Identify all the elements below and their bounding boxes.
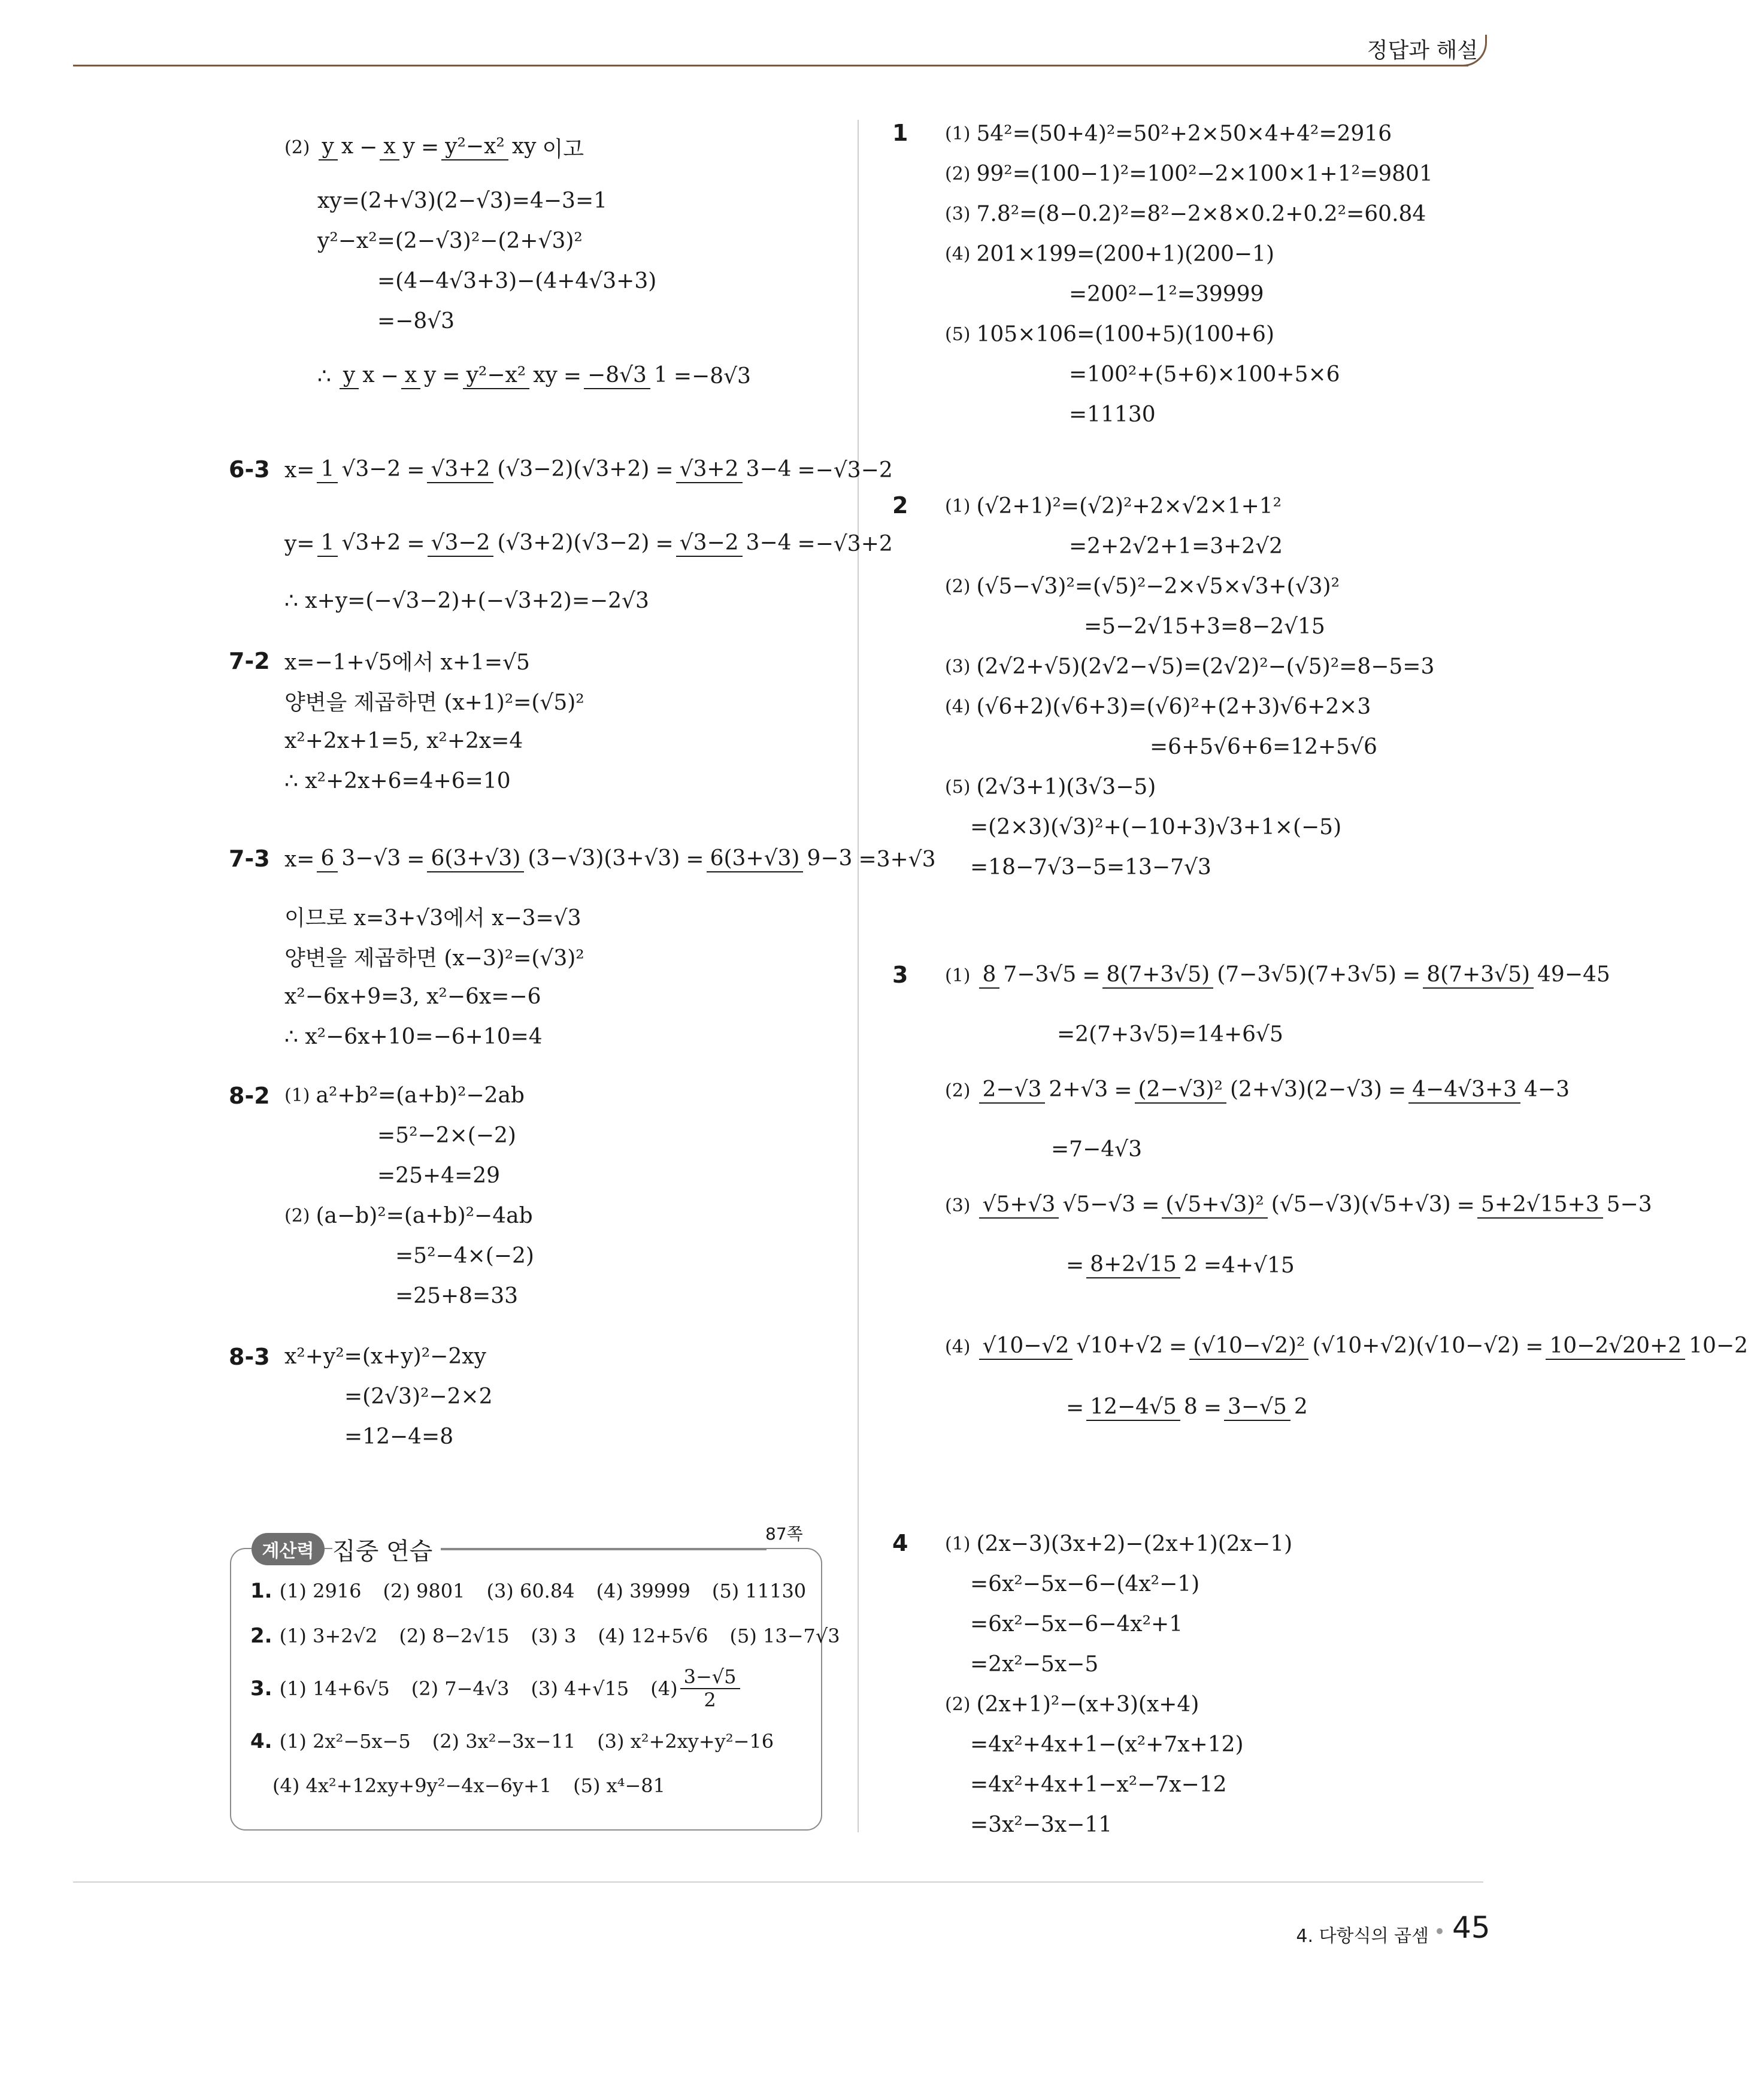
sol-3-3: (3) √5+√3 √5−√3 = (√5+√3)² (√5−√3)(√5+√3) = 5+2√15+3 5−3 <box>945 1192 1652 1218</box>
sol-6-2-line3: y²−x²=(2−√3)²−(2+√3)² <box>317 228 583 253</box>
fraction: y x <box>319 134 358 160</box>
problem-label-8-2: 8-2 <box>229 1083 270 1109</box>
problem-label-8-3: 8-3 <box>229 1344 270 1370</box>
q4-line: =6x²−5x−6−4x²+1 <box>970 1611 1183 1637</box>
sol-8-3-line1: x²+y²=(x+y)²−2xy <box>284 1344 486 1369</box>
sol-8-2-line4: (2) (a−b)²=(a+b)²−4ab <box>284 1203 533 1228</box>
q4-line: (1) (2x−3)(3x+2)−(2x+1)(2x−1) <box>945 1531 1293 1556</box>
page-number: 45 <box>1452 1910 1491 1945</box>
practice-row-2: 2. (1) 3+2√2 (2) 8−2√15 (3) 3 (4) 12+5√6 (5) 13−7√3 <box>250 1624 840 1648</box>
sol-8-3-line2: =(2√3)²−2×2 <box>344 1384 493 1409</box>
sol-7-2-line4: ∴ x²+2x+6=4+6=10 <box>284 768 511 793</box>
problem-label-2: 2 <box>892 492 908 519</box>
sol-6-3-sum: ∴ x+y=(−√3−2)+(−√3+2)=−2√3 <box>284 588 649 613</box>
q4-line: =3x²−3x−11 <box>970 1812 1113 1837</box>
fraction: x y <box>380 134 419 160</box>
sol-8-2-line6: =25+8=33 <box>395 1283 519 1308</box>
q1-line: (5) 105×106=(100+5)(100+6) <box>945 322 1274 347</box>
sol-8-2-line3: =25+4=29 <box>377 1163 501 1188</box>
header-rule-curve <box>1461 35 1487 66</box>
q1-line: (4) 201×199=(200+1)(200−1) <box>945 241 1274 266</box>
sol-3-1: (1) 8 7−3√5 = 8(7+3√5) (7−3√5)(7+3√5) = 8(7+3√5) 49−45 <box>945 962 1610 988</box>
q2-line: =5−2√15+3=8−2√15 <box>1084 614 1325 639</box>
sol-3-4: (4) √10−√2 √10+√2 = (√10−√2)² (√10+√2)(√10−√2) = 10−2√20+2 10−2 <box>945 1334 1748 1359</box>
practice-badge: 계산력 <box>252 1533 325 1565</box>
sol-6-2-line5: =−8√3 <box>377 308 455 334</box>
q2-line: (3) (2√2+√5)(2√2−√5)=(2√2)²−(√5)²=8−5=3 <box>945 654 1435 679</box>
sol-6-2-line1: (2) y x − x y = y²−x² xy 이고 <box>284 134 584 162</box>
sol-8-2-line5: =5²−4×(−2) <box>395 1243 534 1268</box>
practice-row-4: 4. (1) 2x²−5x−5 (2) 3x²−3x−11 (3) x²+2xy+y²−16 <box>250 1729 774 1753</box>
q4-line: =6x²−5x−6−(4x²−1) <box>970 1571 1200 1596</box>
practice-row-1: 1. (1) 2916 (2) 9801 (3) 60.84 (4) 39999 (5) 11130 <box>250 1579 807 1603</box>
q1-line: (2) 99²=(100−1)²=100²−2×100×1+1²=9801 <box>945 161 1433 186</box>
header-title: 정답과 해설 <box>1367 38 1478 63</box>
sol-7-3-line3: 양변을 제곱하면 (x−3)²=(√3)² <box>284 946 584 971</box>
footer-bullet <box>1437 1928 1443 1934</box>
header-rule <box>73 65 1468 66</box>
sol-6-2-line2: xy=(2+√3)(2−√3)=4−3=1 <box>317 188 608 213</box>
sol-3-2: (2) 2−√3 2+√3 = (2−√3)² (2+√3)(2−√3) = 4−4√3+3 4−3 <box>945 1077 1570 1103</box>
problem-label-7-2: 7-2 <box>229 648 270 674</box>
fraction: y²−x² xy <box>441 134 540 160</box>
q2-line: =2+2√2+1=3+2√2 <box>1069 534 1283 559</box>
practice-row-3: 3. (1) 14+6√5 (2) 7−4√3 (3) 4+√15 (4) $\frac{3-√5}{2}$ <box>250 1663 743 1714</box>
problem-label-3: 3 <box>892 962 908 988</box>
sol-7-2-line2: 양변을 제곱하면 (x+1)²=(√5)² <box>284 690 584 715</box>
sol-3-3-result: = 8+2√15 2 =4+√15 <box>1066 1252 1295 1278</box>
footer-section-title: 4. 다항식의 곱셈 <box>1296 1926 1429 1947</box>
practice-row-5: (4) 4x²+12xy+9y²−4x−6y+1 (5) x⁴−81 <box>272 1774 666 1797</box>
q2-line: (5) (2√3+1)(3√3−5) <box>945 774 1156 799</box>
sol-7-3-line2: 이므로 x=3+√3에서 x−3=√3 <box>284 905 581 931</box>
column-divider <box>858 120 859 1832</box>
sol-6-3-y: y= 1 √3+2 = √3−2 (√3+2)(√3−2) = √3−2 3−4 =−√3+2 <box>284 531 893 556</box>
practice-title-rule <box>431 1549 767 1550</box>
sol-7-3-line1: x= 6 3−√3 = 6(3+√3) (3−√3)(3+√3) = 6(3+√3) 9−3 =3+√3 <box>284 846 936 872</box>
q1-line: =11130 <box>1069 402 1156 427</box>
problem-label-7-3: 7-3 <box>229 846 270 872</box>
sol-3-2-result: =7−4√3 <box>1051 1137 1142 1162</box>
footer-rule <box>73 1881 1483 1883</box>
sol-7-3-line4: x²−6x+9=3, x²−6x=−6 <box>284 984 541 1009</box>
q4-line: =4x²+4x+1−(x²+7x+12) <box>970 1732 1244 1757</box>
sol-6-2-line6: ∴ y x − x y = y²−x² xy = −8√3 1 =−8√3 <box>317 363 751 389</box>
q2-line: =6+5√6+6=12+5√6 <box>1150 734 1377 759</box>
sol-8-2-line1: (1) a²+b²=(a+b)²−2ab <box>284 1083 525 1108</box>
problem-label-1: 1 <box>892 120 908 146</box>
sol-8-2-line2: =5²−2×(−2) <box>377 1123 516 1148</box>
practice-title: 집중 연습 <box>332 1533 441 1565</box>
practice-page-ref: 87쪽 <box>765 1524 803 1544</box>
q4-line: (2) (2x+1)²−(x+3)(x+4) <box>945 1692 1199 1717</box>
q2-line: =(2×3)(√3)²+(−10+3)√3+1×(−5) <box>970 814 1342 840</box>
q2-line: (1) (√2+1)²=(√2)²+2×√2×1+1² <box>945 493 1282 519</box>
sol-3-1-result: =2(7+3√5)=14+6√5 <box>1057 1022 1283 1047</box>
problem-label-6-3: 6-3 <box>229 456 270 483</box>
q1-line: (1) 54²=(50+4)²=50²+2×50×4+4²=2916 <box>945 121 1392 146</box>
q1-line: (3) 7.8²=(8−0.2)²=8²−2×8×0.2+0.2²=60.84 <box>945 201 1426 226</box>
sol-8-3-line3: =12−4=8 <box>344 1424 454 1449</box>
q1-line: =100²+(5+6)×100+5×6 <box>1069 362 1340 387</box>
sol-6-2-line4: =(4−4√3+3)−(4+4√3+3) <box>377 268 657 293</box>
sol-6-3-x: x= 1 √3−2 = √3+2 (√3−2)(√3+2) = √3+2 3−4 =−√3−2 <box>284 457 893 483</box>
q2-line: (4) (√6+2)(√6+3)=(√6)²+(2+3)√6+2×3 <box>945 694 1371 719</box>
q4-line: =2x²−5x−5 <box>970 1651 1099 1677</box>
sol-7-2-line3: x²+2x+1=5, x²+2x=4 <box>284 728 523 753</box>
q2-line: (2) (√5−√3)²=(√5)²−2×√5×√3+(√3)² <box>945 574 1340 599</box>
q2-line: =18−7√3−5=13−7√3 <box>970 854 1211 880</box>
sol-7-3-line5: ∴ x²−6x+10=−6+10=4 <box>284 1024 543 1049</box>
sol-7-2-line1: x=−1+√5에서 x+1=√5 <box>284 650 530 675</box>
q1-line: =200²−1²=39999 <box>1069 281 1264 307</box>
problem-label-4: 4 <box>892 1530 908 1556</box>
sol-3-4-result: = 12−4√5 8 = 3−√5 2 <box>1066 1395 1308 1420</box>
q4-line: =4x²+4x+1−x²−7x−12 <box>970 1772 1227 1797</box>
